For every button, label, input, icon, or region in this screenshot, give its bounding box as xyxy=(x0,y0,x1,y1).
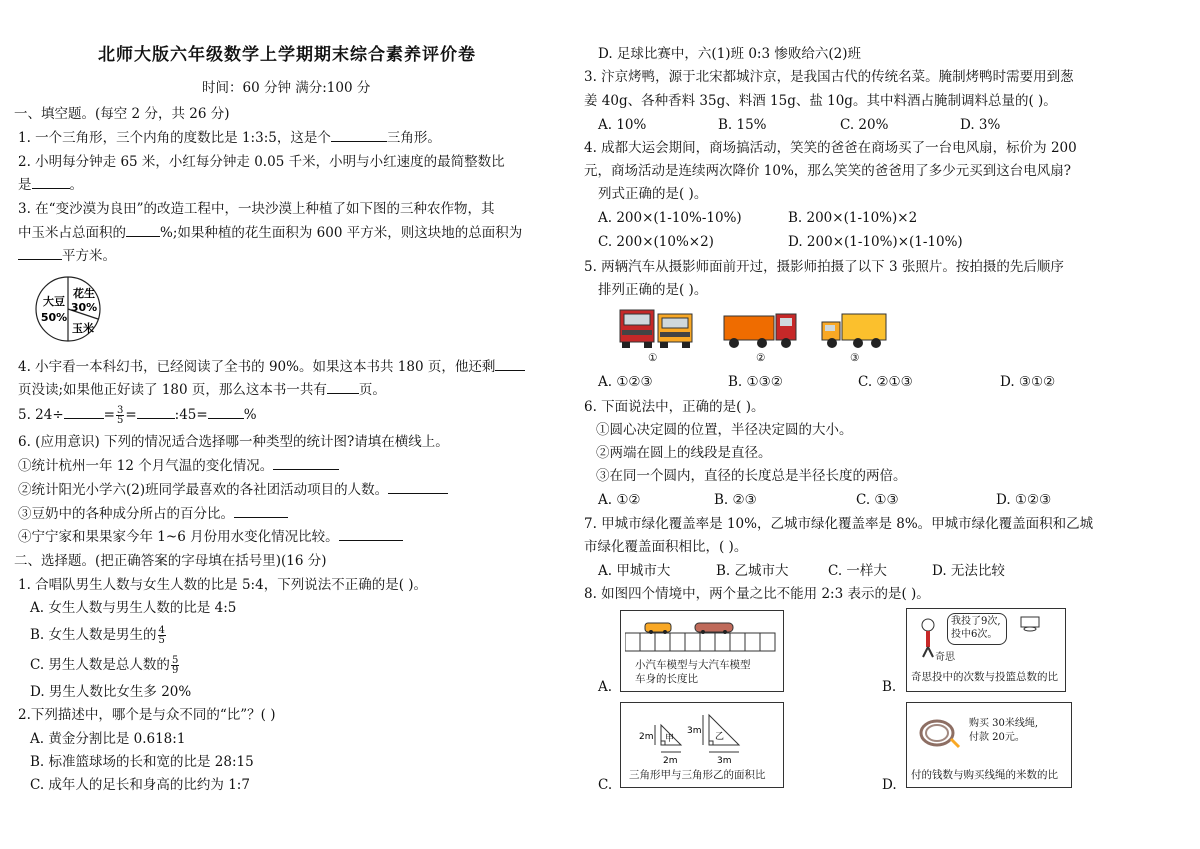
s2-q4-option-b[interactable]: B. 200×(1-10%)×2 xyxy=(788,210,918,226)
s2-q1-stem: 1. 合唱队男生人数与女生人数的比是 5:4，下列说法不正确的是( )。 xyxy=(18,577,428,593)
s2-q6-option-a[interactable]: A. ①② xyxy=(598,492,641,508)
answer-blank[interactable] xyxy=(327,381,359,394)
s2-q4-option-d[interactable]: D. 200×(1-10%)×(1-10%) xyxy=(788,234,963,250)
s2-q8-option-d[interactable]: D. xyxy=(882,777,897,793)
s2-q5-option-b[interactable]: B. ①③② xyxy=(728,374,783,390)
s2-q4-line3: 列式正确的是( )。 xyxy=(598,186,708,202)
s2-q8-option-a[interactable]: A. xyxy=(598,679,613,695)
section1-heading: 一、填空题。(每空 2 分，共 26 分) xyxy=(14,106,230,122)
answer-blank[interactable] xyxy=(273,457,339,470)
page-title: 北师大版六年级数学上学期期末综合素养评价卷 xyxy=(98,45,476,65)
bubble-d-line2: 付款 20元。 xyxy=(969,732,1025,743)
s2-q1-option-c[interactable]: C. 男生人数是总人数的 $\frac{5}{9}$ xyxy=(30,655,179,676)
truck-photo-3 xyxy=(820,310,888,350)
photo-label-3: ③ xyxy=(850,352,860,364)
s2-q2-stem: 2.下列描述中，哪个是与众不同的“比”？( ) xyxy=(18,707,276,723)
truck-photo-2 xyxy=(722,310,800,350)
scenario-a-caption-2: 车身的长度比 xyxy=(635,673,698,685)
s2-q3-line2: 姜 40g、各种香料 35g、料酒 15g、盐 10g。其中料酒占腌制调料总量的( )。 xyxy=(584,93,1057,109)
basketball-hoop-icon xyxy=(1019,615,1043,635)
answer-blank[interactable] xyxy=(32,176,70,189)
s1-q6-item2: ②统计阳光小学六(2)班同学最喜欢的各社团活动项目的人数。 xyxy=(18,481,448,499)
bubble-d-line1: 购买 30米线绳, xyxy=(969,718,1039,729)
s2-q1-option-d[interactable]: D. 男生人数比女生多 20% xyxy=(30,684,192,700)
s2-q7-option-b[interactable]: B. 乙城市大 xyxy=(716,563,789,579)
s2-q6-statement-3: ③在同一个圆内，直径的长度总是半径长度的两倍。 xyxy=(596,468,907,484)
s1-q5: 5. 24÷ = $\frac{3}{5}$ = :45= % xyxy=(18,405,257,426)
s2-q1-option-b[interactable]: B. 女生人数是男生的 $\frac{4}{5}$ xyxy=(30,625,165,646)
s2-q6-option-d[interactable]: D. ①②③ xyxy=(996,492,1052,508)
s2-q4-option-c[interactable]: C. 200×(10%×2) xyxy=(598,234,714,250)
s2-q6-option-b[interactable]: B. ②③ xyxy=(714,492,757,508)
photo-label-2: ② xyxy=(756,352,766,364)
tri-b-label: 乙 xyxy=(715,732,725,742)
s1-q2-line1: 2. 小明每分钟走 65 米，小红每分钟走 0.05 千米，小明与小红速度的最简整数比 xyxy=(18,154,505,170)
photo-label-1: ① xyxy=(648,352,658,364)
tri-b-base: 3m xyxy=(717,756,732,766)
answer-blank[interactable] xyxy=(126,224,160,237)
s2-q4-option-a[interactable]: A. 200×(1-10%-10%) xyxy=(598,210,742,226)
s2-q8-option-c[interactable]: C. xyxy=(598,777,613,793)
s2-q6-statement-2: ②两端在圆上的线段是直径。 xyxy=(596,445,772,461)
s2-q6-option-c[interactable]: C. ①③ xyxy=(856,492,899,508)
pie-label-peanut-pct: 30% xyxy=(70,301,98,314)
s1-q6-item3: ③豆奶中的各种成分所占的百分比。 xyxy=(18,505,288,523)
s2-q3-option-a[interactable]: A. 10% xyxy=(598,117,647,133)
s2-q7-option-c[interactable]: C. 一样大 xyxy=(828,563,887,579)
answer-blank[interactable] xyxy=(18,247,62,260)
scenario-a-caption-1: 小汽车模型与大汽车模型 xyxy=(635,659,751,671)
s2-q6-stem: 6. 下面说法中，正确的是( )。 xyxy=(584,399,765,415)
s2-q5-option-c[interactable]: C. ②①③ xyxy=(858,374,913,390)
s1-q3-line2: 中玉米占总面积的 %;如果种植的花生面积为 600 平方米，则这块地的总面积为 xyxy=(18,225,523,241)
pie-label-soy-pct: 50% xyxy=(40,311,68,324)
s2-q8-option-b[interactable]: B. xyxy=(882,679,897,695)
s2-q5-option-a[interactable]: A. ①②③ xyxy=(598,374,653,390)
bubble-b-line1: 我投了9次, xyxy=(951,616,1001,627)
tri-a-base: 2m xyxy=(663,756,678,766)
answer-blank[interactable] xyxy=(208,406,244,419)
answer-blank[interactable] xyxy=(388,481,448,494)
car-models-icon xyxy=(625,619,777,653)
s2-q3-option-d[interactable]: D. 3% xyxy=(960,117,1001,133)
scenario-b-caption: 奇思投中的次数与投篮总数的比 xyxy=(911,671,1058,683)
answer-blank[interactable] xyxy=(64,406,104,419)
s2-q7-line1: 7. 甲城市绿化覆盖率是 10%，乙城市绿化覆盖率是 8%。甲城市绿化覆盖面积和乙城 xyxy=(584,516,1094,532)
scenario-c-card xyxy=(620,702,784,788)
section2-heading: 二、选择题。(把正确答案的字母填在括号里)(16 分) xyxy=(14,553,327,569)
student-name: 奇思 xyxy=(935,652,955,663)
s1-q4-line2: 页没读;如果他正好读了 180 页，那么这本书一共有 页。 xyxy=(18,382,386,398)
scenario-a-card xyxy=(620,610,784,692)
s2-q6-statement-1: ①圆心决定圆的位置，半径决定圆的大小。 xyxy=(596,422,853,438)
crop-pie-chart xyxy=(30,274,112,344)
s2-q3-option-c[interactable]: C. 20% xyxy=(840,117,889,133)
fraction-five-ninths: $\frac{5}{9}$ xyxy=(171,655,179,676)
pie-label-soy: 大豆 xyxy=(43,295,65,308)
tri-a-height: 2m xyxy=(639,732,654,742)
s1-q6-item1: ①统计杭州一年 12 个月气温的变化情况。 xyxy=(18,457,339,475)
pie-label-corn: 玉米 xyxy=(72,322,94,335)
answer-blank[interactable] xyxy=(234,505,288,518)
scenario-b-card xyxy=(906,608,1066,692)
s2-q3-option-b[interactable]: B. 15% xyxy=(718,117,767,133)
pie-label-peanut: 花生 xyxy=(73,287,95,300)
fraction-four-fifths: $\frac{4}{5}$ xyxy=(158,625,165,646)
s1-q6-stem: 6. (应用意识) 下列的情况适合选择哪一种类型的统计图?请填在横线上。 xyxy=(18,434,449,450)
s1-q3-line1: 3. 在“变沙漠为良田”的改造工程中，一块沙漠上种植了如下图的三种农作物，其 xyxy=(18,201,495,217)
answer-blank[interactable] xyxy=(137,406,175,419)
s2-q4-line1: 4. 成都大运会期间，商场搞活动，笑笑的爸爸在商场买了一台电风扇，标价为 200 xyxy=(584,140,1077,156)
s2-q7-option-a[interactable]: A. 甲城市大 xyxy=(598,563,671,579)
s2-q5-option-d[interactable]: D. ③①② xyxy=(1000,374,1056,390)
answer-blank[interactable] xyxy=(495,358,525,371)
s2-q7-line2: 市绿化覆盖面积相比，( )。 xyxy=(584,539,748,555)
s2-q2-option-b[interactable]: B. 标准篮球场的长和宽的比是 28:15 xyxy=(30,754,254,770)
s2-q1-option-a[interactable]: A. 女生人数与男生人数的比是 4:5 xyxy=(30,600,237,616)
s1-q4-line1: 4. 小宇看一本科幻书，已经阅读了全书的 90%。如果这本书共 180 页，他还剩 xyxy=(18,358,525,376)
answer-blank[interactable] xyxy=(339,528,403,541)
triangles-diagram xyxy=(623,705,781,767)
s2-q5-line1: 5. 两辆汽车从摄影师面前开过，摄影师拍摄了以下 3 张照片。按拍摄的先后顺序 xyxy=(584,259,1064,275)
answer-blank[interactable] xyxy=(331,129,387,142)
s2-q8-stem: 8. 如图四个情境中，两个量之比不能用 2:3 表示的是( )。 xyxy=(584,586,930,602)
bubble-b-line2: 投中6次。 xyxy=(951,629,998,640)
scenario-d-card xyxy=(906,702,1072,788)
rope-coil-icon xyxy=(917,713,961,753)
s2-q2-option-c[interactable]: C. 成年人的足长和身高的比约为 1:7 xyxy=(30,777,250,793)
s2-q2-option-a[interactable]: A. 黄金分割比是 0.618:1 xyxy=(30,731,186,747)
scenario-c-caption: 三角形甲与三角形乙的面积比 xyxy=(629,769,766,781)
s2-q3-line1: 3. 汴京烤鸭，源于北宋都城汴京，是我国古代的传统名菜。腌制烤鸭时需要用到葱 xyxy=(584,69,1074,85)
s1-q6-item4: ④宁宁家和果果家今年 1~6 月份用水变化情况比较。 xyxy=(18,528,403,546)
s1-q1: 1. 一个三角形，三个内角的度数比是 1:3:5，这是个 三角形。 xyxy=(18,130,441,146)
s1-q3-line3: 平方米。 xyxy=(18,247,116,265)
fraction-three-fifths: $\frac{3}{5}$ xyxy=(116,405,124,426)
scenario-d-caption: 付的钱数与购买线绳的米数的比 xyxy=(911,769,1058,781)
s1-q2-line2: 是 。 xyxy=(18,177,83,193)
exam-time-score: 时间：60 分钟 满分:100 分 xyxy=(202,80,371,96)
s2-q7-option-d[interactable]: D. 无法比较 xyxy=(932,563,1005,579)
s2-q5-line2: 排列正确的是( )。 xyxy=(598,282,708,298)
tri-b-height: 3m xyxy=(687,726,702,736)
tri-a-label: 甲 xyxy=(665,734,675,744)
truck-photo-1 xyxy=(618,306,696,352)
s2-q2-option-d[interactable]: D. 足球比赛中，六(1)班 0:3 惨败给六(2)班 xyxy=(598,46,861,62)
s2-q4-line2: 元，商场活动是连续两次降价 10%，那么笑笑的爸爸用了多少元买到这台电风扇? xyxy=(584,163,1072,179)
